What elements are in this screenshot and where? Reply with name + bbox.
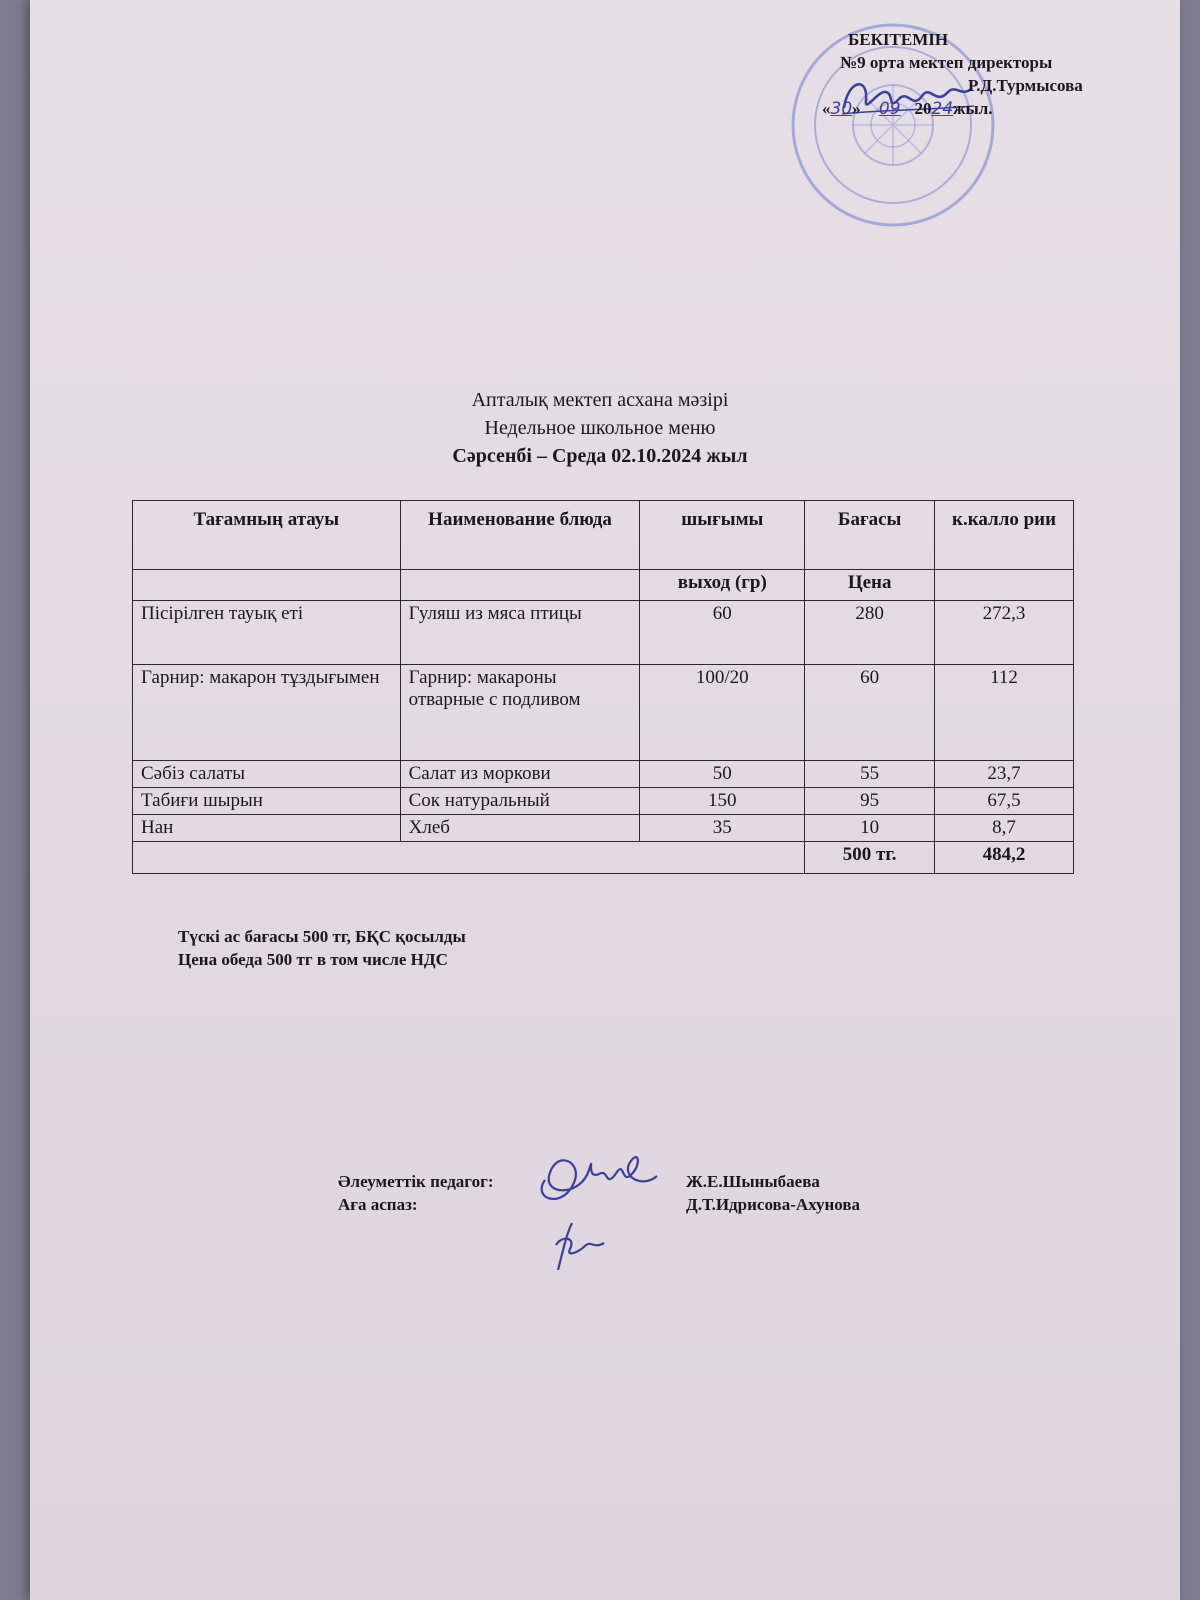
price-note-ru: Цена обеда 500 тг в том числе НДС — [178, 950, 448, 969]
subheader-cell: выход (гр) — [640, 570, 805, 601]
table-row — [133, 815, 1074, 842]
dish-ru: Сок натуральный — [400, 788, 640, 815]
menu-heading — [0, 386, 1200, 470]
header-cell: шығымы — [640, 501, 805, 570]
dish-yield: 60 — [640, 601, 805, 665]
table-row — [133, 601, 1074, 665]
dish-price: 95 — [805, 788, 935, 815]
date-day: 30 — [830, 99, 853, 119]
dish-kcal: 67,5 — [935, 788, 1074, 815]
chef-signature — [548, 1215, 618, 1275]
dish-ru: Хлеб — [400, 815, 640, 842]
signature-role: Әлеуметтік педагог: — [338, 1172, 494, 1191]
header-cell: Тағамның атауы — [133, 501, 401, 570]
approval-position: №9 орта мектеп директоры — [840, 53, 1053, 72]
dish-yield: 50 — [640, 761, 805, 788]
subheader-cell — [133, 570, 401, 601]
price-note — [178, 925, 466, 971]
date-year-suffix: 24 — [931, 99, 954, 119]
signature-name: Ж.Е.Шыныбаева — [686, 1172, 820, 1191]
dish-price: 55 — [805, 761, 935, 788]
table-row — [133, 788, 1074, 815]
dish-kcal: 112 — [935, 665, 1074, 761]
heading-kz: Апталық мектеп асхана мәзірі — [471, 389, 729, 411]
dish-yield: 100/20 — [640, 665, 805, 761]
header-cell: Наименование блюда — [400, 501, 640, 570]
header-cell: Бағасы — [805, 501, 935, 570]
signature-row — [338, 1170, 958, 1193]
approval-name: Р.Д.Турмысова — [968, 76, 1083, 95]
dish-yield: 35 — [640, 815, 805, 842]
approval-block — [822, 28, 1160, 121]
approval-date — [822, 97, 1160, 121]
dish-price: 60 — [805, 665, 935, 761]
dish-price: 280 — [805, 601, 935, 665]
table-row — [133, 665, 1074, 761]
table-subheader-row — [133, 570, 1074, 601]
dish-kcal: 8,7 — [935, 815, 1074, 842]
total-kcal: 484,2 — [935, 842, 1074, 874]
subheader-cell — [935, 570, 1074, 601]
signatures-block — [338, 1170, 958, 1216]
dish-kz: Нан — [133, 815, 401, 842]
subheader-cell — [400, 570, 640, 601]
date-open-quote: « — [822, 99, 831, 118]
menu-table — [132, 500, 1074, 874]
date-year-word: жыл. — [953, 99, 993, 118]
date-close-quote: » — [852, 99, 861, 118]
dish-ru: Салат из моркови — [400, 761, 640, 788]
date-month: 09 — [878, 99, 901, 119]
header-cell: к.калло рии — [935, 501, 1074, 570]
heading-day: Сәрсенбі – Среда 02.10.2024 жыл — [452, 445, 748, 467]
signature-role: Аға аспаз: — [338, 1195, 418, 1214]
total-price: 500 тг. — [805, 842, 935, 874]
dish-kz: Пісірілген тауық еті — [133, 601, 401, 665]
total-row — [133, 842, 1074, 874]
dish-kcal: 272,3 — [935, 601, 1074, 665]
table-row — [133, 761, 1074, 788]
subheader-cell: Цена — [805, 570, 935, 601]
table-header-row — [133, 501, 1074, 570]
signature-name: Д.Т.Идрисова-Ахунова — [686, 1195, 861, 1214]
dish-kz: Сәбіз салаты — [133, 761, 401, 788]
date-year-prefix: 20 — [914, 99, 932, 118]
dish-ru: Гарнир: макароны отварные с подливом — [400, 665, 640, 761]
dish-kz: Гарнир: макарон тұздығымен — [133, 665, 401, 761]
dish-ru: Гуляш из мяса птицы — [400, 601, 640, 665]
approval-title: БЕКІТЕМІН — [848, 30, 949, 49]
dish-yield: 150 — [640, 788, 805, 815]
dish-kz: Табиғи шырын — [133, 788, 401, 815]
dish-price: 10 — [805, 815, 935, 842]
signature-row — [338, 1193, 958, 1216]
total-label-cell — [133, 842, 805, 874]
heading-ru: Недельное школьное меню — [484, 417, 716, 439]
price-note-kz: Түскі ас бағасы 500 тг, БҚС қосылды — [178, 927, 466, 946]
dish-kcal: 23,7 — [935, 761, 1074, 788]
